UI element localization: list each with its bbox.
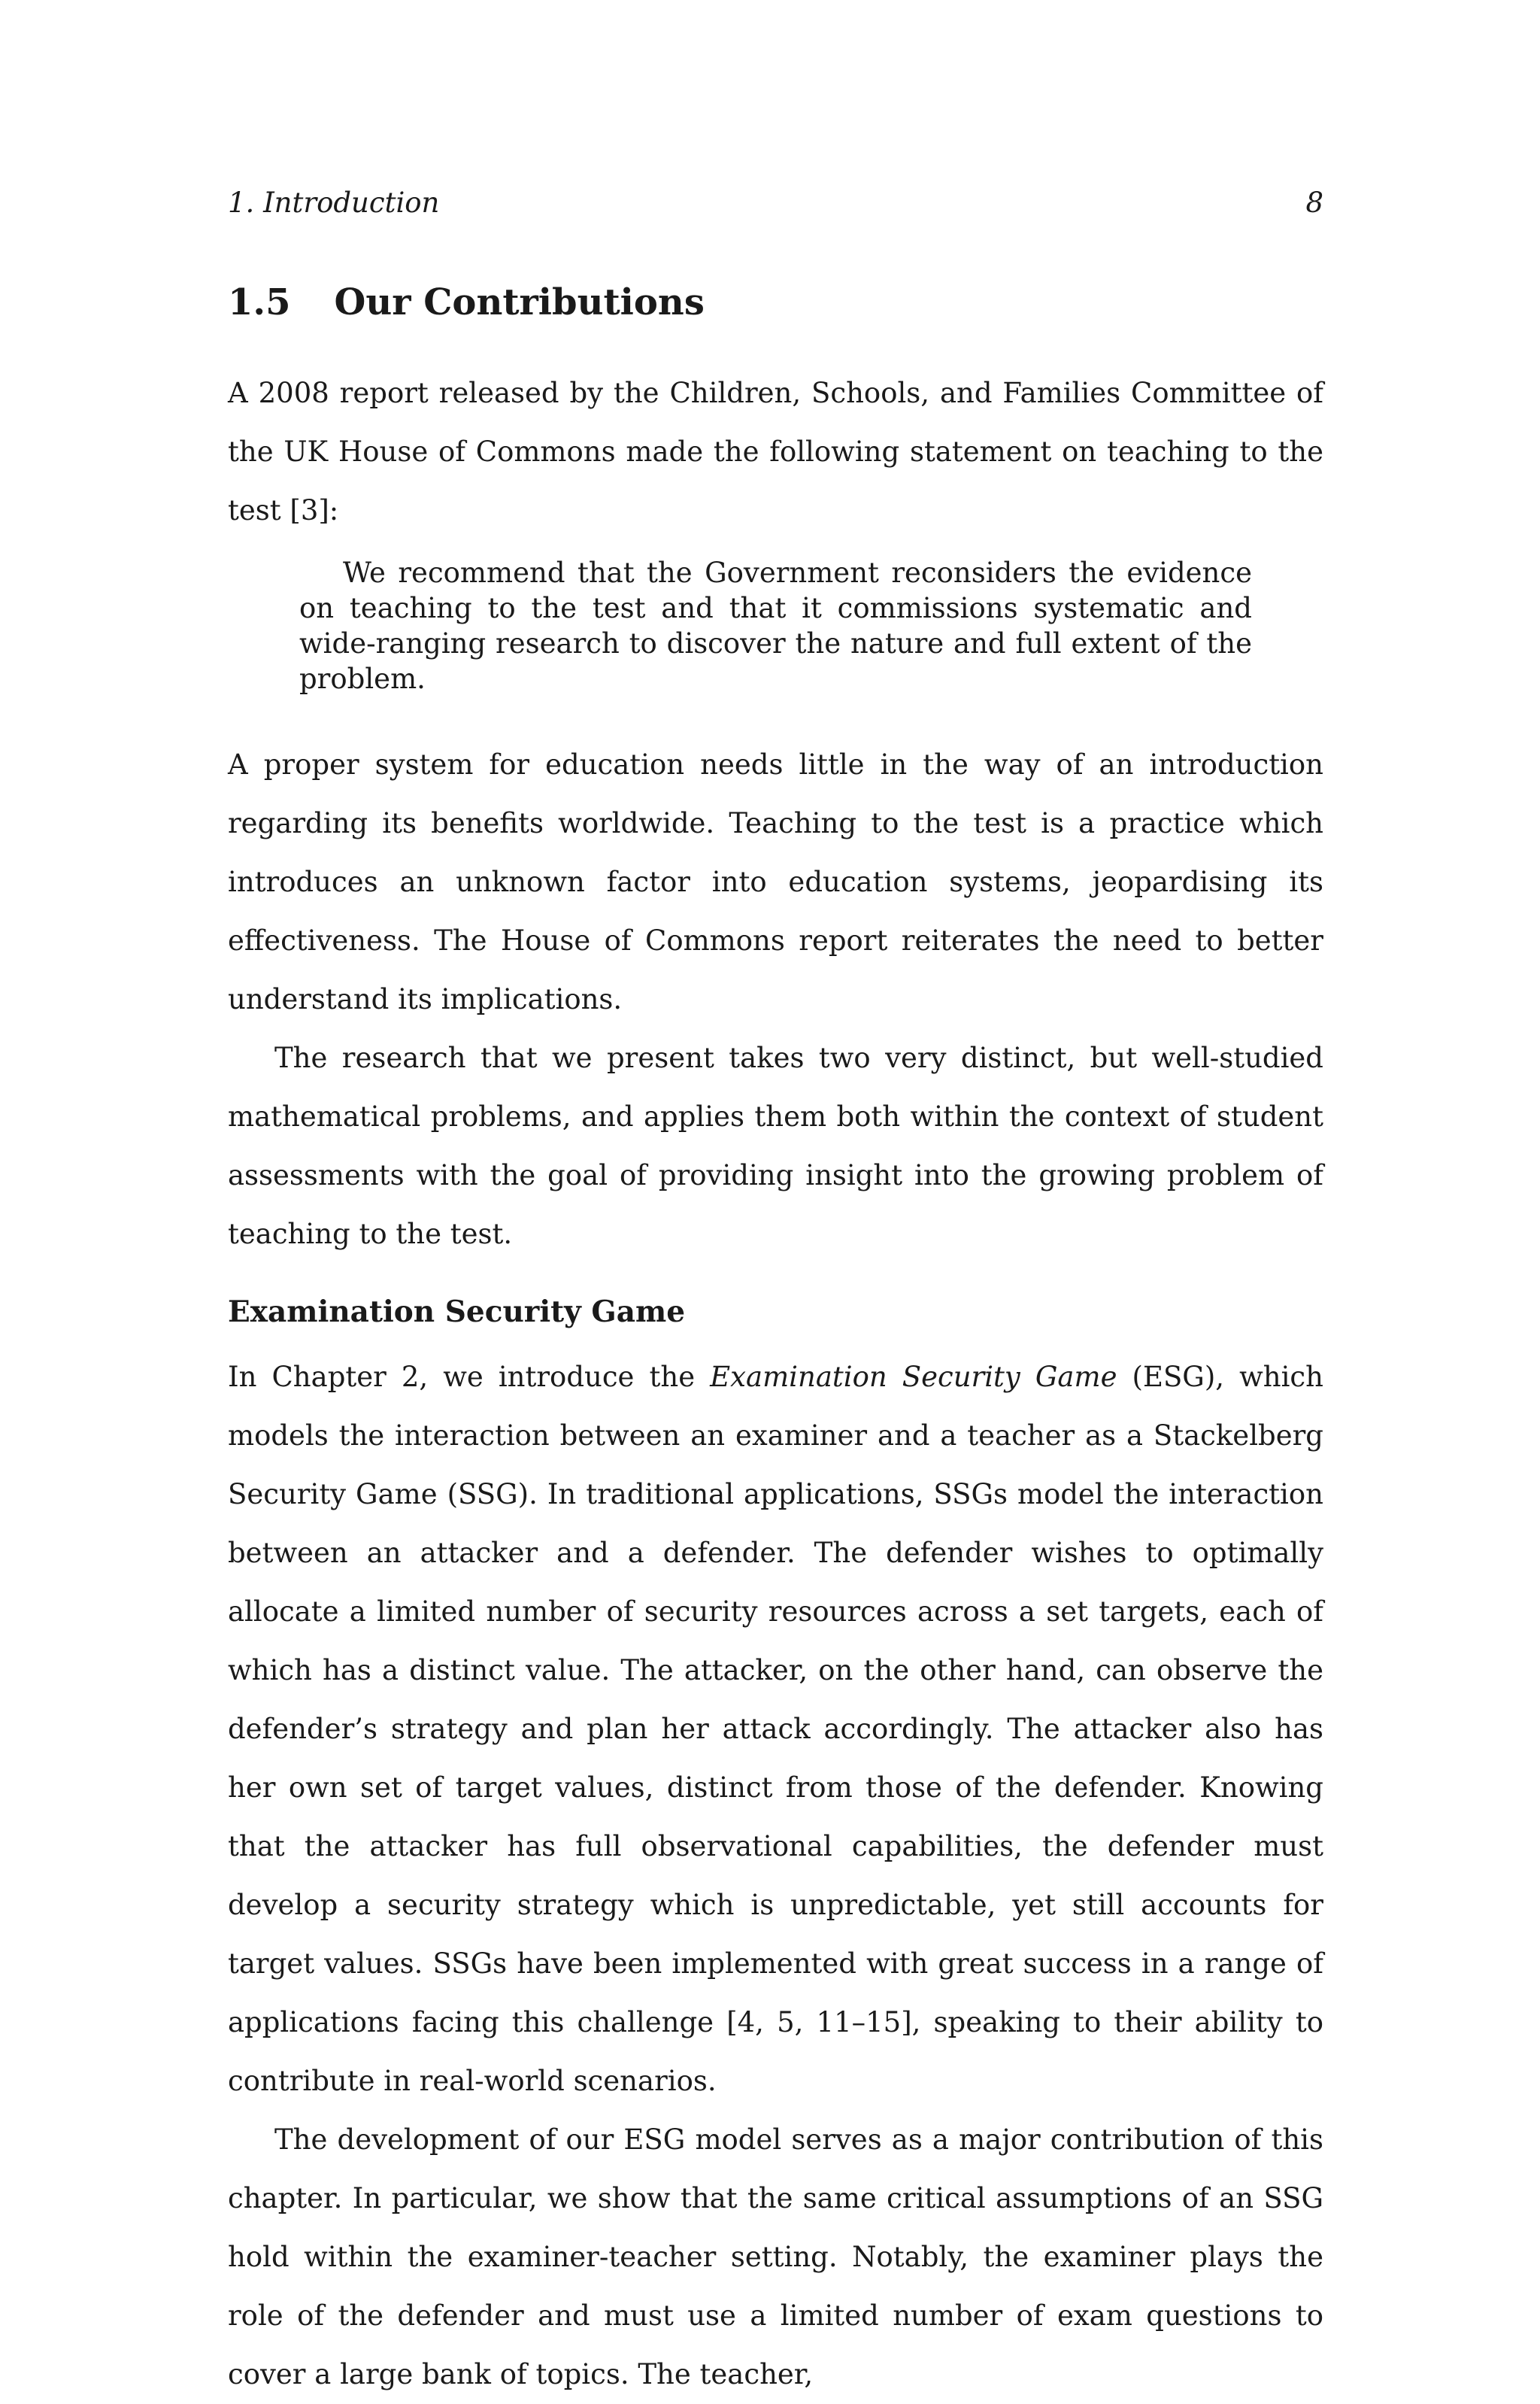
running-header	[228, 181, 1323, 226]
subsection-heading: Examination Security Game	[228, 1295, 686, 1329]
page-content	[228, 181, 1323, 2404]
esg-intro-body: (ESG), which models the interaction between an examiner and a teacher as a Stackelberg Security Game (SSG). In traditional applications, SSGs model the interaction between an attacker and a defender. The defender wishes to optimally allocate a limited number of security resources across a set targets, each of which has a distinct value. The attacker, on the other hand, can observe the defender’s strategy and plan her attack accordingly. The attacker also has her own set of target values, distinct from those of the defender. Knowing that the attacker has full observational capabilities, the defender must develop a security strategy which is unpredictable, yet still accounts for target values. SSGs have been implemented with great success in a range of applications facing this challenge [4, 5, 11–15], speaking to their ability to contribute in real-world scenarios.	[228, 1361, 1323, 2097]
section-heading	[228, 280, 1323, 325]
section-title: Our Contributions	[334, 281, 705, 323]
paragraph-esg-contribution: The development of our ESG model serves as a major contribution of this chapter. In particular, we show that the same critical assumptions of an SSG hold within the examiner-teacher setting. Notably, the examiner plays the role of the defender and must use a limited number of exam questions to cover a large bank of topics. The teacher,	[228, 2123, 1323, 2390]
esg-term-emphasis: Examination Security Game	[710, 1361, 1117, 1393]
chapter-heading: 1. Introduction	[228, 187, 440, 219]
paragraph-research-overview: The research that we present takes two very distinct, but well-studied mathematical problems, and applies them both within the context of student assessments with the goal of providing insight into the growing problem of teaching to the test.	[228, 1042, 1323, 1250]
section-number: 1.5	[228, 281, 291, 323]
paragraph-report-intro: A 2008 report released by the Children, Schools, and Families Committee of the UK House of Commons made the following statement on teaching to the test [3]:	[228, 377, 1323, 527]
block-quote: We recommend that the Government reconsiders the evidence on teaching to the test and that it commissions systematic and wide-ranging research to discover the nature and full extent of the problem.	[299, 557, 1252, 695]
paragraph-esg-intro	[228, 1348, 1323, 2111]
paragraph-education-system: A proper system for education needs little in the way of an introduction regarding its benefits worldwide. Teaching to the test is a practice which introduces an unknown factor into education systems, jeopardising its effectiveness. The House of Commons report reiterates the need to better understand its implications.	[228, 748, 1323, 1015]
page-number: 8	[1305, 187, 1323, 219]
esg-intro-lead: In Chapter 2, we introduce the	[228, 1361, 711, 1393]
